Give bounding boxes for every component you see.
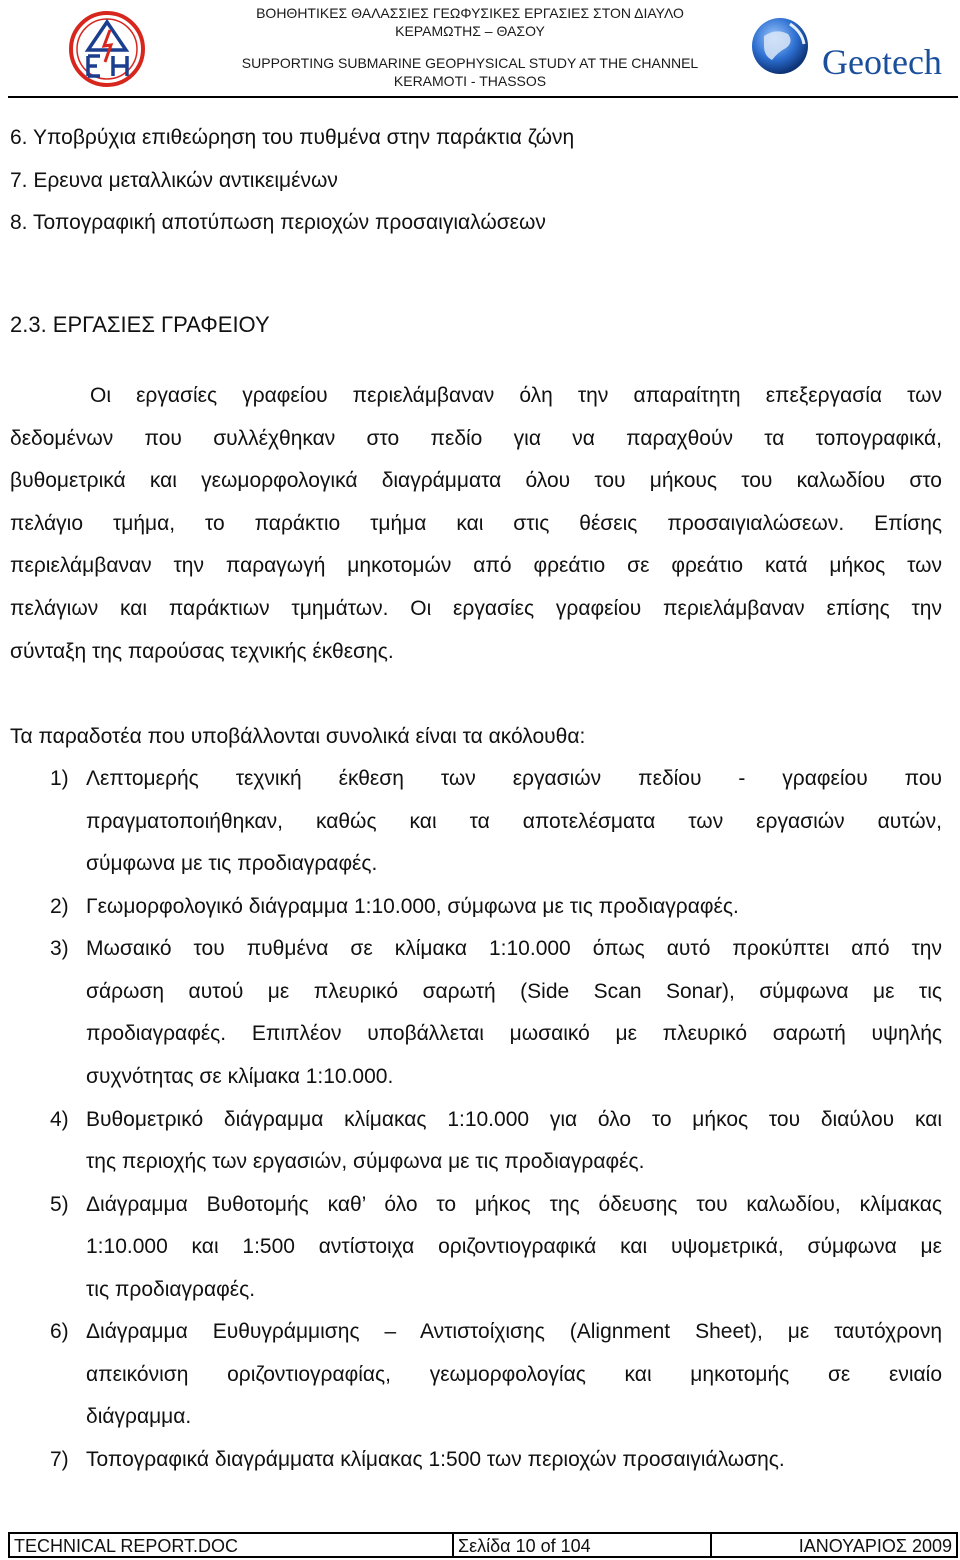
- deliverable-number: 7): [50, 1448, 69, 1471]
- deliverable-line: Τοπογραφικά διαγράμματα κλίμακας 1:500 των περιοχών προσαιγιάλωσης.: [86, 1448, 785, 1471]
- header-title-greek-line-2: ΚΕΡΑΜΩΤΗΣ – ΘΑΣΟΥ: [395, 23, 545, 39]
- paragraph-line: σύνταξη της παρούσας τεχνικής έκθεσης.: [10, 640, 394, 663]
- deliverable-line: προδιαγραφές. Επιπλέον υποβάλλεται μωσαικό με πλευρικό σαρωτή υψηλής: [86, 1022, 942, 1045]
- footer-filename: TECHNICAL REPORT.DOC: [10, 1534, 454, 1556]
- header-title-greek-line-1: ΒΟΗΘΗΤΙΚΕΣ ΘΑΛΑΣΣΙΕΣ ΓΕΩΦΥΣΙΚΕΣ ΕΡΓΑΣΙΕΣ ΣΤΟΝ ΔΙΑΥΛΟ: [256, 5, 684, 21]
- deliverable-number: 2): [50, 895, 69, 918]
- deliverable-line: Μωσαικό του πυθμένα σε κλίμακα 1:10.000 όπως αυτό προκύπτει από την: [86, 937, 942, 960]
- deliverable-line: σάρωση αυτού με πλευρικό σαρωτή (Side Scan Sonar), σύμφωνα με τις: [86, 980, 942, 1003]
- deliverable-number: 6): [50, 1320, 69, 1343]
- deliverable-number: 5): [50, 1193, 69, 1216]
- deliverable-line: σύμφωνα με τις προδιαγραφές.: [86, 852, 378, 875]
- deliverable-line: 1:10.000 και 1:500 αντίστοιχα οριζοντιογραφικά και υψομετρικά, σύμφωνα με: [86, 1235, 942, 1258]
- footer-page-number: Σελίδα 10 of 104: [454, 1534, 712, 1556]
- page-header: [0, 0, 960, 97]
- paragraph-line: περιελάμβαναν την παραγωγή μηκοτομών από φρεάτιο σε φρεάτιο κατά μήκος των: [10, 554, 942, 577]
- deliverable-line: συχνότητας σε κλίμακα 1:10.000.: [86, 1065, 394, 1088]
- geotech-logo-text: Geotech: [822, 42, 942, 82]
- deliverable-line: διάγραμμα.: [86, 1405, 192, 1428]
- section-heading: 2.3. ΕΡΓΑΣΙΕΣ ΓΡΑΦΕΙΟΥ: [10, 312, 270, 337]
- paragraph-line: πελάγιων και παράκτιων τμημάτων. Οι εργασίες γραφείου περιελάμβαναν επίσης την: [10, 597, 942, 620]
- list-item: 6. Υποβρύχια επιθεώρηση του πυθμένα στην παράκτια ζώνη: [10, 126, 575, 149]
- header-divider: [8, 96, 958, 98]
- header-title-english-line-2: KERAMOTI - THASSOS: [393, 73, 547, 89]
- list-item: 8. Τοπογραφική αποτύπωση περιοχών προσαιγιαλώσεων: [10, 211, 546, 234]
- paragraph-line: δεδομένων που συλλέχθηκαν στο πεδίο για να παραχθούν τα τοπογραφικά,: [10, 427, 942, 450]
- deliverable-line: απεικόνιση οριζοντιογραφίας, γεωμορφολογίας και μηκοτομής σε ενιαίο: [86, 1363, 942, 1386]
- header-title-english-line-1: SUPPORTING SUBMARINE GEOPHYSICAL STUDY AT THE CHANNEL: [241, 55, 699, 71]
- deliverable-line: πραγματοποιήθηκαν, καθώς και τα αποτελέσματα των εργασιών αυτών,: [86, 810, 942, 833]
- geotech-logo-icon: [750, 12, 950, 86]
- deliverable-number: 3): [50, 937, 69, 960]
- deliverable-line: Διάγραμμα Βυθοτομής καθ’ όλο το μήκος της όδευσης του καλωδίου, κλίμακας: [86, 1193, 942, 1216]
- deliverable-number: 4): [50, 1108, 69, 1131]
- header-title: [210, 4, 730, 90]
- paragraph-line: Οι εργασίες γραφείου περιελάμβαναν όλη την απαραίτητη επεξεργασία των: [90, 384, 942, 407]
- footer-date: ΙΑΝΟΥΑΡΙΟΣ 2009: [798, 1536, 952, 1556]
- paragraph-line: πελάγιο τμήμα, το παράκτιο τμήμα και στις θέσεις προσαιγιαλώσεων. Επίσης: [10, 512, 942, 535]
- list-item: 7. Ερευνα μεταλλικών αντικειμένων: [10, 169, 338, 192]
- page-footer: [8, 1532, 958, 1558]
- deliverable-line: Βυθομετρικό διάγραμμα κλίμακας 1:10.000 για όλο το μήκος του διαύλου και: [86, 1108, 942, 1131]
- deliverable-line: Διάγραμμα Ευθυγράμμισης – Αντιστοίχισης (Alignment Sheet), με ταυτόχρονη: [86, 1320, 942, 1343]
- paragraph-line: βυθομετρικά και γεωμορφολογικά διαγράμματα όλου του μήκους του καλωδίου στο: [10, 469, 942, 492]
- deliverables-intro: Τα παραδοτέα που υποβάλλονται συνολικά είναι τα ακόλουθα:: [10, 725, 586, 748]
- deliverable-line: Λεπτομερής τεχνική έκθεση των εργασιών πεδίου - γραφείου που: [86, 767, 942, 790]
- dei-logo-icon: [66, 10, 148, 88]
- deliverable-line: τις προδιαγραφές.: [86, 1278, 256, 1301]
- deliverable-line: της περιοχής των εργασιών, σύμφωνα με τις προδιαγραφές.: [86, 1150, 645, 1173]
- deliverable-line: Γεωμορφολογικό διάγραμμα 1:10.000, σύμφωνα με τις προδιαγραφές.: [86, 895, 739, 918]
- deliverable-number: 1): [50, 767, 69, 790]
